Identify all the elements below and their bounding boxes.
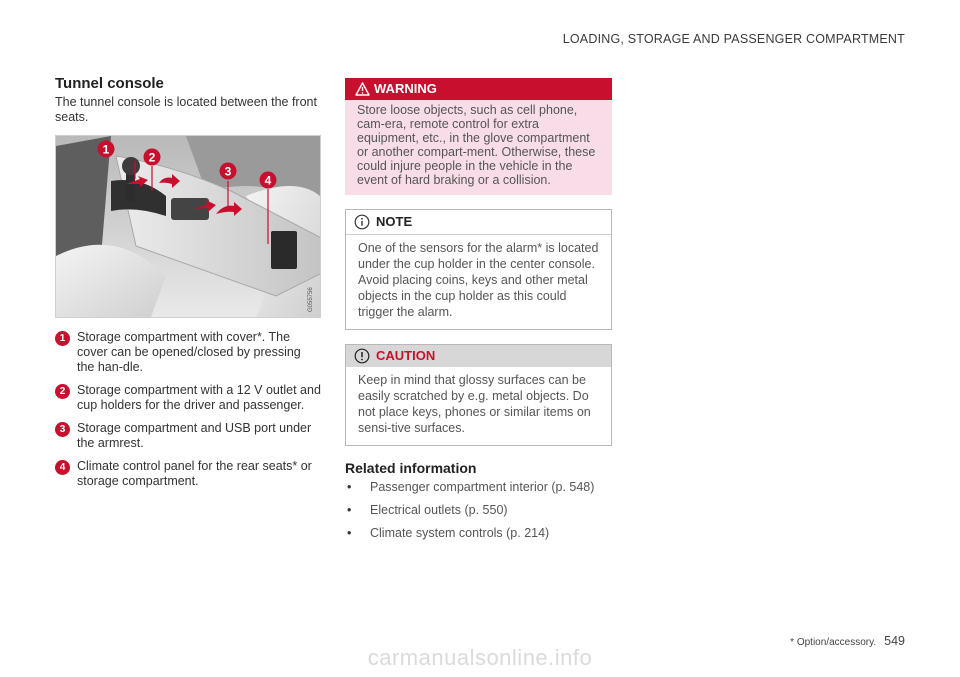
middle-column bbox=[345, 78, 612, 549]
note-text: One of the sensors for the alarm* is located under the cup holder in the center console. Avoid placing coins, keys and other metal objects in the cup holder as this could trigger the alarm. bbox=[358, 241, 599, 319]
caution-box bbox=[345, 344, 612, 446]
image-code: G055756 bbox=[308, 287, 314, 312]
legend-item bbox=[55, 421, 321, 451]
note-header bbox=[346, 210, 611, 235]
bullet-icon: • bbox=[347, 503, 352, 517]
chapter-header: LOADING, STORAGE AND PASSENGER COMPARTMENT bbox=[562, 32, 905, 46]
legend-item bbox=[55, 383, 321, 413]
tunnel-console-illustration bbox=[56, 136, 320, 317]
related-link[interactable] bbox=[345, 503, 612, 518]
footnote: * Option/accessory. bbox=[790, 637, 877, 648]
section-title: Tunnel console bbox=[55, 75, 164, 92]
note-title: NOTE bbox=[376, 214, 413, 229]
left-column bbox=[55, 75, 321, 497]
legend-text: Storage compartment with cover*. The cover can be opened/closed by pressing the han-dle. bbox=[77, 330, 301, 374]
bullet-icon: • bbox=[347, 480, 352, 494]
legend-text: Storage compartment and USB port under the armrest. bbox=[77, 421, 312, 450]
bullet-icon: • bbox=[347, 526, 352, 540]
caution-text: Keep in mind that glossy surfaces can be easily scratched by e.g. metal objects. Do not place keys, phones or similar items on sensi-tive surfaces. bbox=[358, 373, 591, 435]
related-link[interactable] bbox=[345, 526, 612, 541]
svg-text:1: 1 bbox=[102, 142, 110, 157]
watermark: carmanualsonline.info bbox=[367, 645, 593, 670]
info-circle-icon bbox=[354, 214, 370, 238]
caution-header bbox=[346, 345, 611, 367]
related-link-text[interactable]: Climate system controls (p. 214) bbox=[370, 526, 550, 540]
number-badge: 3 bbox=[55, 422, 70, 437]
tunnel-console-photo bbox=[55, 135, 321, 318]
exclamation-circle-icon bbox=[354, 348, 370, 371]
intro-text: The tunnel console is located between the front seats. bbox=[55, 95, 317, 124]
svg-text:3: 3 bbox=[224, 164, 232, 179]
legend-text: Climate control panel for the rear seats* or storage compartment. bbox=[77, 459, 312, 488]
number-badge: 2 bbox=[55, 384, 70, 399]
related-link[interactable] bbox=[345, 480, 612, 495]
svg-text:4: 4 bbox=[264, 173, 272, 188]
related-link-text[interactable]: Passenger compartment interior (p. 548) bbox=[370, 480, 595, 494]
number-badge: 4 bbox=[55, 460, 70, 475]
legend-item bbox=[55, 330, 321, 375]
callout-legend bbox=[55, 330, 321, 489]
svg-text:2: 2 bbox=[148, 150, 156, 165]
number-badge: 1 bbox=[55, 331, 70, 346]
legend-text: Storage compartment with a 12 V outlet and cup holders for the driver and passenger. bbox=[77, 383, 321, 412]
callout-4 bbox=[260, 172, 277, 189]
callout-3 bbox=[220, 163, 237, 180]
legend-item bbox=[55, 459, 321, 489]
warning-triangle-icon bbox=[355, 81, 370, 103]
page-number: 549 bbox=[884, 634, 905, 648]
caution-title: CAUTION bbox=[376, 348, 436, 363]
warning-header bbox=[345, 78, 612, 100]
warning-text: Store loose objects, such as cell phone, cam-era, remote control for extra equipment, etc., in the glove compartment or another compart-ment. Otherwise, these could injure people in the vehicle in the event of hard braking or a collision. bbox=[357, 103, 596, 187]
note-box bbox=[345, 209, 612, 330]
callout-1 bbox=[98, 141, 115, 158]
warning-title: WARNING bbox=[374, 81, 437, 96]
related-link-text[interactable]: Electrical outlets (p. 550) bbox=[370, 503, 508, 517]
callout-2 bbox=[144, 149, 161, 166]
warning-box bbox=[345, 78, 612, 195]
related-information-title: Related information bbox=[345, 460, 477, 476]
related-information-list bbox=[345, 480, 612, 541]
